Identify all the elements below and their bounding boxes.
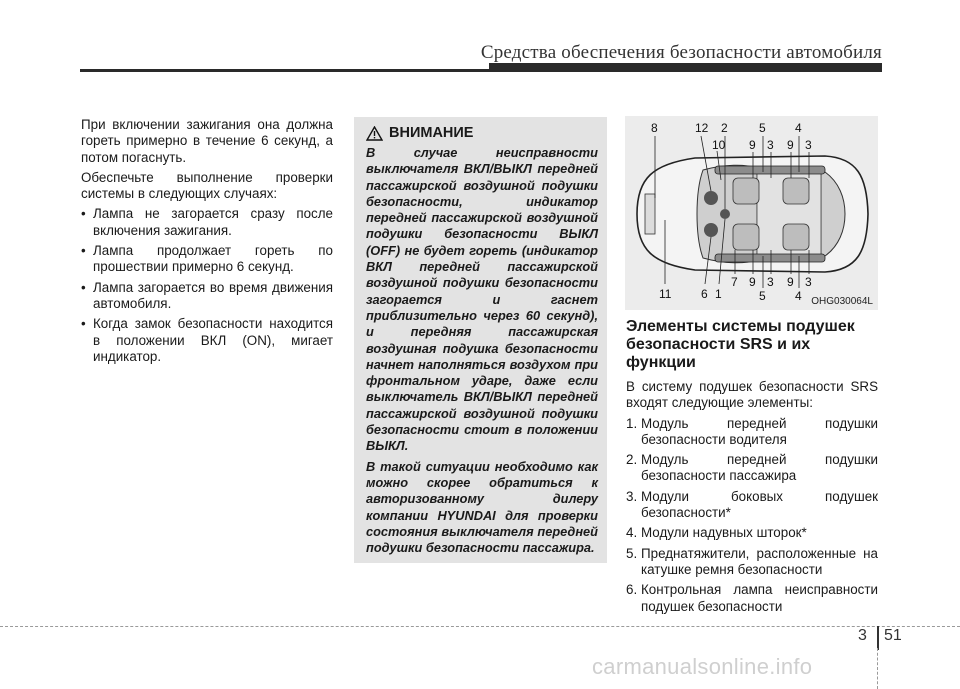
- fig-label-top: 9: [749, 138, 756, 152]
- warning-title: ВНИМАНИЕ: [389, 125, 474, 141]
- watermark: carmanualsonline.info: [592, 654, 813, 679]
- fig-label-bottom: 7: [731, 275, 738, 289]
- fig-label-bottom: 4: [795, 289, 802, 303]
- fig-label-bottom: 9: [749, 275, 756, 289]
- fig-label-bottom: 9: [787, 275, 794, 289]
- airbag-diagram: [625, 116, 878, 310]
- list-item: • Когда замок безопасности находится в положении ВКЛ (ON), мигает индикатор.: [81, 316, 333, 364]
- list-item: 3. Модули боковых подушек безопасности*: [626, 488, 878, 521]
- fig-label-bottom: 11: [659, 287, 672, 301]
- car-topview-illustration: [625, 116, 878, 310]
- page-header-title: Средства обеспечения безопасности автомобиля: [480, 42, 882, 63]
- warning-box: [354, 117, 607, 563]
- check-list: [81, 206, 333, 365]
- fig-label-top: 4: [795, 121, 802, 135]
- warning-paragraph-2: В такой ситуации необходимо как можно скорее обратиться к авторизованному дилеру компании HYUNDAI для проверки состояния выключателя передней подушки безопасности пассажира.: [366, 458, 598, 556]
- footer-dashed-rule: [0, 626, 960, 627]
- fig-label-top: 10: [712, 138, 726, 152]
- list-item: • Лампа продолжает гореть по прошествии примерно 6 секунд.: [81, 243, 333, 275]
- list-item: • Лампа загорается во время движения автомобиля.: [81, 279, 333, 311]
- list-item: 6. Контрольная лампа неисправности подушек безопасности: [626, 582, 878, 614]
- bullet-glyph: •: [81, 279, 86, 295]
- section-intro: В систему подушек безопасности SRS входят следующие элементы:: [626, 379, 878, 411]
- page-number: 51: [884, 627, 902, 644]
- fig-label-top: 3: [805, 138, 812, 152]
- paragraph-check: Обеспечьте выполнение проверки системы в следующих случаях:: [81, 169, 333, 202]
- list-item: 4. Модули надувных шторок*: [626, 525, 807, 541]
- footer-divider: [877, 626, 879, 650]
- header-rule: [80, 69, 882, 72]
- fig-label-top: 2: [721, 121, 728, 135]
- figure-caption: OHG030064L: [811, 296, 873, 307]
- left-column: [81, 117, 333, 369]
- list-item: 1. Модуль передней подушки безопасности водителя: [626, 415, 878, 447]
- bullet-glyph: •: [81, 243, 86, 259]
- bullet-glyph: •: [81, 206, 86, 222]
- warning-body: [366, 145, 598, 560]
- chapter-number: 3: [858, 627, 867, 644]
- right-column: [626, 318, 878, 619]
- list-item: 2. Модуль передней подушки безопасности пассажира: [626, 452, 878, 484]
- list-item: 5. Преднатяжители, расположенные на катушке ремня безопасности: [626, 545, 878, 577]
- fig-label-bottom: 6: [701, 287, 708, 301]
- warning-triangle-icon: [366, 126, 383, 141]
- components-list: [626, 416, 878, 615]
- list-item: • Лампа не загорается сразу после включения зажигания.: [81, 206, 333, 238]
- paragraph-intro: При включении зажигания она должна гореть примерно в течение 6 секунд, а потом погаснуть.: [81, 117, 333, 165]
- warning-heading: [366, 125, 473, 141]
- fig-label-bottom: 3: [805, 275, 812, 289]
- fig-label-top: 12: [695, 121, 709, 135]
- fig-label-top: 9: [787, 138, 794, 152]
- fig-label-top: 3: [767, 138, 774, 152]
- footer-vertical-rule: [877, 648, 878, 689]
- fig-label-top: 5: [759, 121, 766, 135]
- fig-label-bottom: 5: [759, 289, 766, 303]
- bullet-glyph: •: [81, 316, 86, 332]
- fig-label-bottom: 1: [715, 287, 722, 301]
- fig-label-bottom: 3: [767, 275, 774, 289]
- warning-paragraph-1: В случае неисправности выключателя ВКЛ/ВЫКЛ передней пассажирской воздушной подушки безопасности, индикатор передней пассажирской воздушной подушки безопасности ВЫКЛ (OFF) не будет гореть (индикатор ВКЛ передней пассажирской воздушной подушки безопасности загорается и гаснет приблизительно через 60 секунд), и передняя пассажирская воздушная подушка безопасности начнет наполняться воздухом при фронтальном ударе, даже если выключатель ВКЛ/ВЫКЛ передней пассажирской воздушной подушки безопасности стоит в положении ВЫКЛ.: [366, 145, 598, 454]
- section-title: Элементы системы подушек безопасности SRS и их функции: [626, 318, 855, 371]
- fig-label-top: 8: [651, 121, 658, 135]
